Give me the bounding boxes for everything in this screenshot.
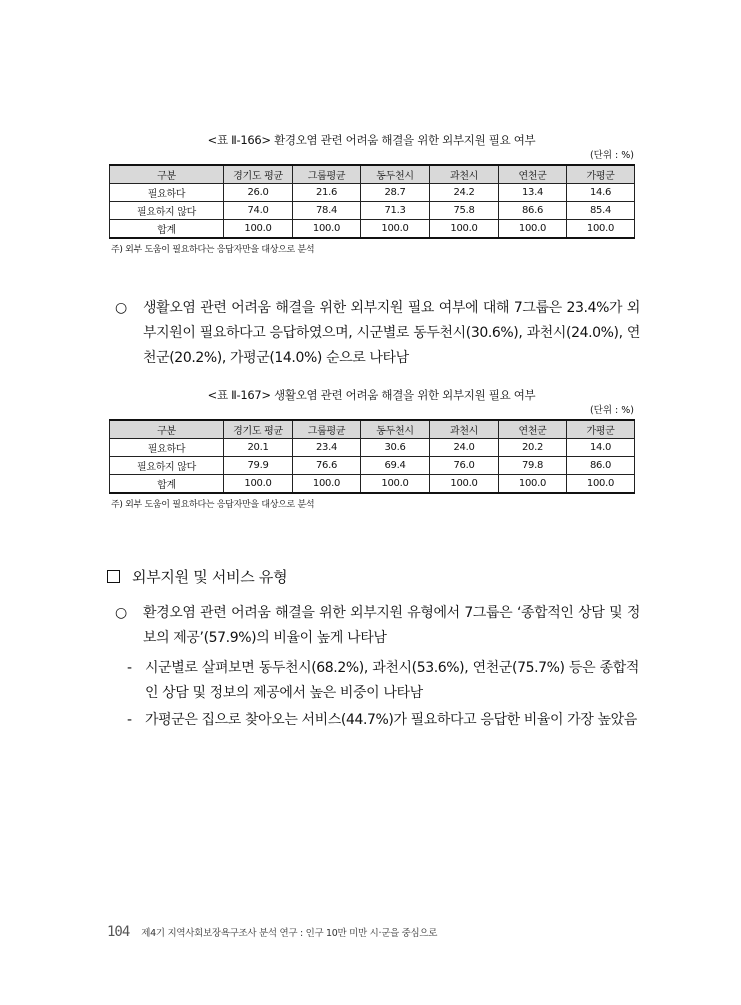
data-table-166 <box>109 164 635 239</box>
dash-item-text: 시군별로 살펴보면 동두천시(68.2%), 과천시(53.6%), 연천군(75.7%) 등은 종합적인 상담 및 정보의 제공에서 높은 비중이 나타남 <box>145 660 639 701</box>
table-cell: 74.0 <box>224 202 293 220</box>
table-row <box>110 184 635 202</box>
row-label: 필요하지 않다 <box>110 202 224 220</box>
circle-bullet-icon: ○ <box>115 300 127 316</box>
row-label: 합계 <box>110 475 224 494</box>
table-cell: 13.4 <box>499 184 567 202</box>
table-cell: 100.0 <box>499 220 567 239</box>
table-cell: 14.6 <box>567 184 635 202</box>
paragraph-air-pollution-support <box>115 296 640 371</box>
table-cell: 100.0 <box>224 220 293 239</box>
table-cell: 20.1 <box>224 439 293 457</box>
section-heading-text: 외부지원 및 서비스 유형 <box>132 568 288 586</box>
table-row <box>110 220 635 239</box>
column-header: 경기도 평균 <box>224 420 293 439</box>
table-title: <표 Ⅱ-167> 생활오염 관련 어려움 해결을 위한 외부지원 필요 여부 <box>207 388 536 402</box>
table-row <box>110 475 635 494</box>
table-note: 주) 외부 도움이 필요하다는 응답자만을 대상으로 분석 <box>111 500 315 510</box>
table-unit: (단위 : %) <box>589 150 634 161</box>
row-label: 합계 <box>110 220 224 239</box>
column-header: 동두천시 <box>361 165 430 184</box>
table-cell: 14.0 <box>567 439 635 457</box>
table-cell: 100.0 <box>567 220 635 239</box>
dash-bullet-icon: - <box>127 712 132 728</box>
table-cell: 71.3 <box>361 202 430 220</box>
paragraph-support-type <box>115 601 640 651</box>
table-cell: 20.2 <box>499 439 567 457</box>
circle-bullet-icon: ○ <box>115 605 127 621</box>
square-bullet-icon <box>107 570 120 583</box>
page-number: 104 <box>107 924 130 940</box>
table-title: <표 Ⅱ-166> 환경오염 관련 어려움 해결을 위한 외부지원 필요 여부 <box>207 133 536 147</box>
column-header: 연천군 <box>499 420 567 439</box>
table-cell: 86.6 <box>499 202 567 220</box>
table-cell: 100.0 <box>224 475 293 494</box>
table-cell: 30.6 <box>361 439 430 457</box>
table-cell: 76.0 <box>430 457 499 475</box>
table-cell: 100.0 <box>293 475 361 494</box>
table-cell: 100.0 <box>361 475 430 494</box>
table-cell: 24.2 <box>430 184 499 202</box>
table-note: 주) 외부 도움이 필요하다는 응답자만을 대상으로 분석 <box>111 245 315 255</box>
row-label: 필요하다 <box>110 184 224 202</box>
dash-item-text: 가평군은 집으로 찾아오는 서비스(44.7%)가 필요하다고 응답한 비율이 가장 높았음 <box>145 712 637 728</box>
dash-bullet-icon: - <box>127 660 132 676</box>
table-cell: 76.6 <box>293 457 361 475</box>
table-row <box>110 439 635 457</box>
table-cell: 86.0 <box>567 457 635 475</box>
column-header: 과천시 <box>430 420 499 439</box>
column-header: 연천군 <box>499 165 567 184</box>
table-cell: 85.4 <box>567 202 635 220</box>
column-header: 구분 <box>110 165 224 184</box>
table-cell: 100.0 <box>499 475 567 494</box>
dash-item <box>127 708 639 733</box>
table-166-block <box>109 132 634 255</box>
table-cell: 79.9 <box>224 457 293 475</box>
column-header: 구분 <box>110 420 224 439</box>
row-label: 필요하지 않다 <box>110 457 224 475</box>
page-footer <box>107 921 437 941</box>
row-label: 필요하다 <box>110 439 224 457</box>
data-table-167 <box>109 419 635 494</box>
table-cell: 100.0 <box>567 475 635 494</box>
table-cell: 26.0 <box>224 184 293 202</box>
table-167-block <box>109 387 634 510</box>
column-header: 동두천시 <box>361 420 430 439</box>
column-header: 가평군 <box>567 165 635 184</box>
table-cell: 78.4 <box>293 202 361 220</box>
table-cell: 75.8 <box>430 202 499 220</box>
table-cell: 69.4 <box>361 457 430 475</box>
table-cell: 24.0 <box>430 439 499 457</box>
table-cell: 23.4 <box>293 439 361 457</box>
table-header-row <box>110 165 635 184</box>
column-header: 경기도 평균 <box>224 165 293 184</box>
table-cell: 28.7 <box>361 184 430 202</box>
column-header: 가평군 <box>567 420 635 439</box>
dash-item <box>127 656 639 706</box>
column-header: 과천시 <box>430 165 499 184</box>
table-unit: (단위 : %) <box>589 405 634 416</box>
table-cell: 100.0 <box>293 220 361 239</box>
column-header: 그룹평균 <box>293 420 361 439</box>
table-header-row <box>110 420 635 439</box>
table-row <box>110 457 635 475</box>
table-cell: 21.6 <box>293 184 361 202</box>
table-cell: 100.0 <box>361 220 430 239</box>
table-cell: 100.0 <box>430 475 499 494</box>
table-cell: 100.0 <box>430 220 499 239</box>
paragraph-text: 환경오염 관련 어려움 해결을 위한 외부지원 유형에서 7그룹은 ‘종합적인 상담 및 정보의 제공’(57.9%)의 비율이 높게 나타남 <box>143 605 640 646</box>
paragraph-text: 생활오염 관련 어려움 해결을 위한 외부지원 필요 여부에 대해 7그룹은 23.4%가 외부지원이 필요하다고 응답하였으며, 시군별로 동두천시(30.6%), 과천시(24.0%), 연천군(20.2%), 가평군(14.0%) 순으로 나타남 <box>143 300 640 366</box>
section-heading <box>107 566 287 588</box>
column-header: 그룹평균 <box>293 165 361 184</box>
table-cell: 79.8 <box>499 457 567 475</box>
running-title: 제4기 지역사회보장욕구조사 분석 연구 : 인구 10만 미만 시·군을 중심으로 <box>141 928 438 939</box>
table-row <box>110 202 635 220</box>
